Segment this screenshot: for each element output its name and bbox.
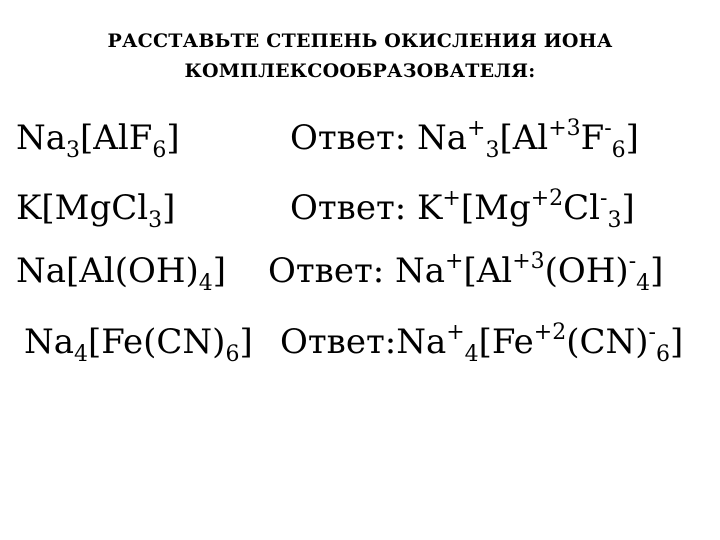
answer-subscript: 4 (464, 342, 479, 367)
answer-charge: + (446, 320, 465, 345)
answer-text: Ответ:Na (280, 322, 447, 362)
answer-2 (290, 186, 635, 233)
answer-text: Ответ: Na (290, 118, 468, 158)
formula-3 (16, 251, 227, 296)
answer-charge: - (604, 116, 612, 141)
formula-4 (24, 322, 253, 367)
formula-subscript: 6 (225, 342, 240, 367)
formula-subscript: 4 (198, 271, 213, 296)
formula-text: ] (239, 322, 253, 362)
answer-charge: - (600, 186, 608, 211)
formula-text: K[MgCl (16, 188, 149, 228)
answer-text: Ответ: K (290, 188, 443, 228)
answer-text: ] (650, 251, 664, 291)
answer-subscript: 6 (611, 138, 626, 163)
answer-subscript: 3 (607, 208, 622, 233)
answer-charge: + (445, 249, 464, 274)
answer-text: ] (669, 322, 684, 362)
formula-text: [AlF (80, 118, 153, 158)
answer-text: [Mg (460, 188, 531, 228)
answer-text: [Al (499, 118, 549, 158)
answer-subscript: 4 (636, 271, 651, 296)
formula-text: ] (162, 188, 176, 228)
answer-charge: + (467, 116, 486, 141)
formula-text: [Fe(CN) (88, 322, 226, 362)
answer-charge: +3 (512, 249, 545, 274)
answer-subscript: 6 (655, 342, 670, 367)
answer-charge: - (628, 249, 637, 274)
answer-charge: - (648, 320, 656, 345)
formula-2 (16, 188, 176, 233)
slide-title (0, 26, 720, 86)
formula-text: ] (166, 118, 180, 158)
answer-text: F (580, 118, 605, 158)
formula-text: ] (212, 251, 227, 291)
answer-text: [Fe (478, 322, 534, 362)
formula-subscript: 4 (74, 342, 89, 367)
answer-text: Cl (563, 188, 601, 228)
answer-charge: +2 (533, 320, 567, 345)
formula-1 (16, 118, 180, 163)
title-line-2: КОМПЛЕКСООБРАЗОВАТЕЛЯ: (184, 60, 536, 82)
title-line-1: РАССТАВЬТЕ СТЕПЕНЬ ОКИСЛЕНИЯ ИОНА (107, 30, 613, 52)
answer-text: Ответ: Na (268, 251, 446, 291)
answer-text: [Al (463, 251, 513, 291)
answer-text: ] (625, 118, 639, 158)
answer-text: ] (621, 188, 635, 228)
formula-subscript: 3 (148, 208, 163, 233)
answer-charge: + (442, 186, 461, 211)
formula-subscript: 3 (66, 138, 81, 163)
answer-4 (280, 320, 684, 367)
answer-text: (OH) (544, 251, 629, 291)
answer-charge: +2 (530, 186, 564, 211)
answer-charge: +3 (548, 116, 581, 141)
answer-1 (290, 116, 639, 163)
formula-text: Na (24, 322, 75, 362)
answer-text: (CN) (566, 322, 649, 362)
answer-3 (268, 249, 664, 296)
formula-text: Na[Al(OH) (16, 251, 199, 291)
answer-subscript: 3 (485, 138, 500, 163)
formula-subscript: 6 (152, 138, 167, 163)
formula-text: Na (16, 118, 67, 158)
